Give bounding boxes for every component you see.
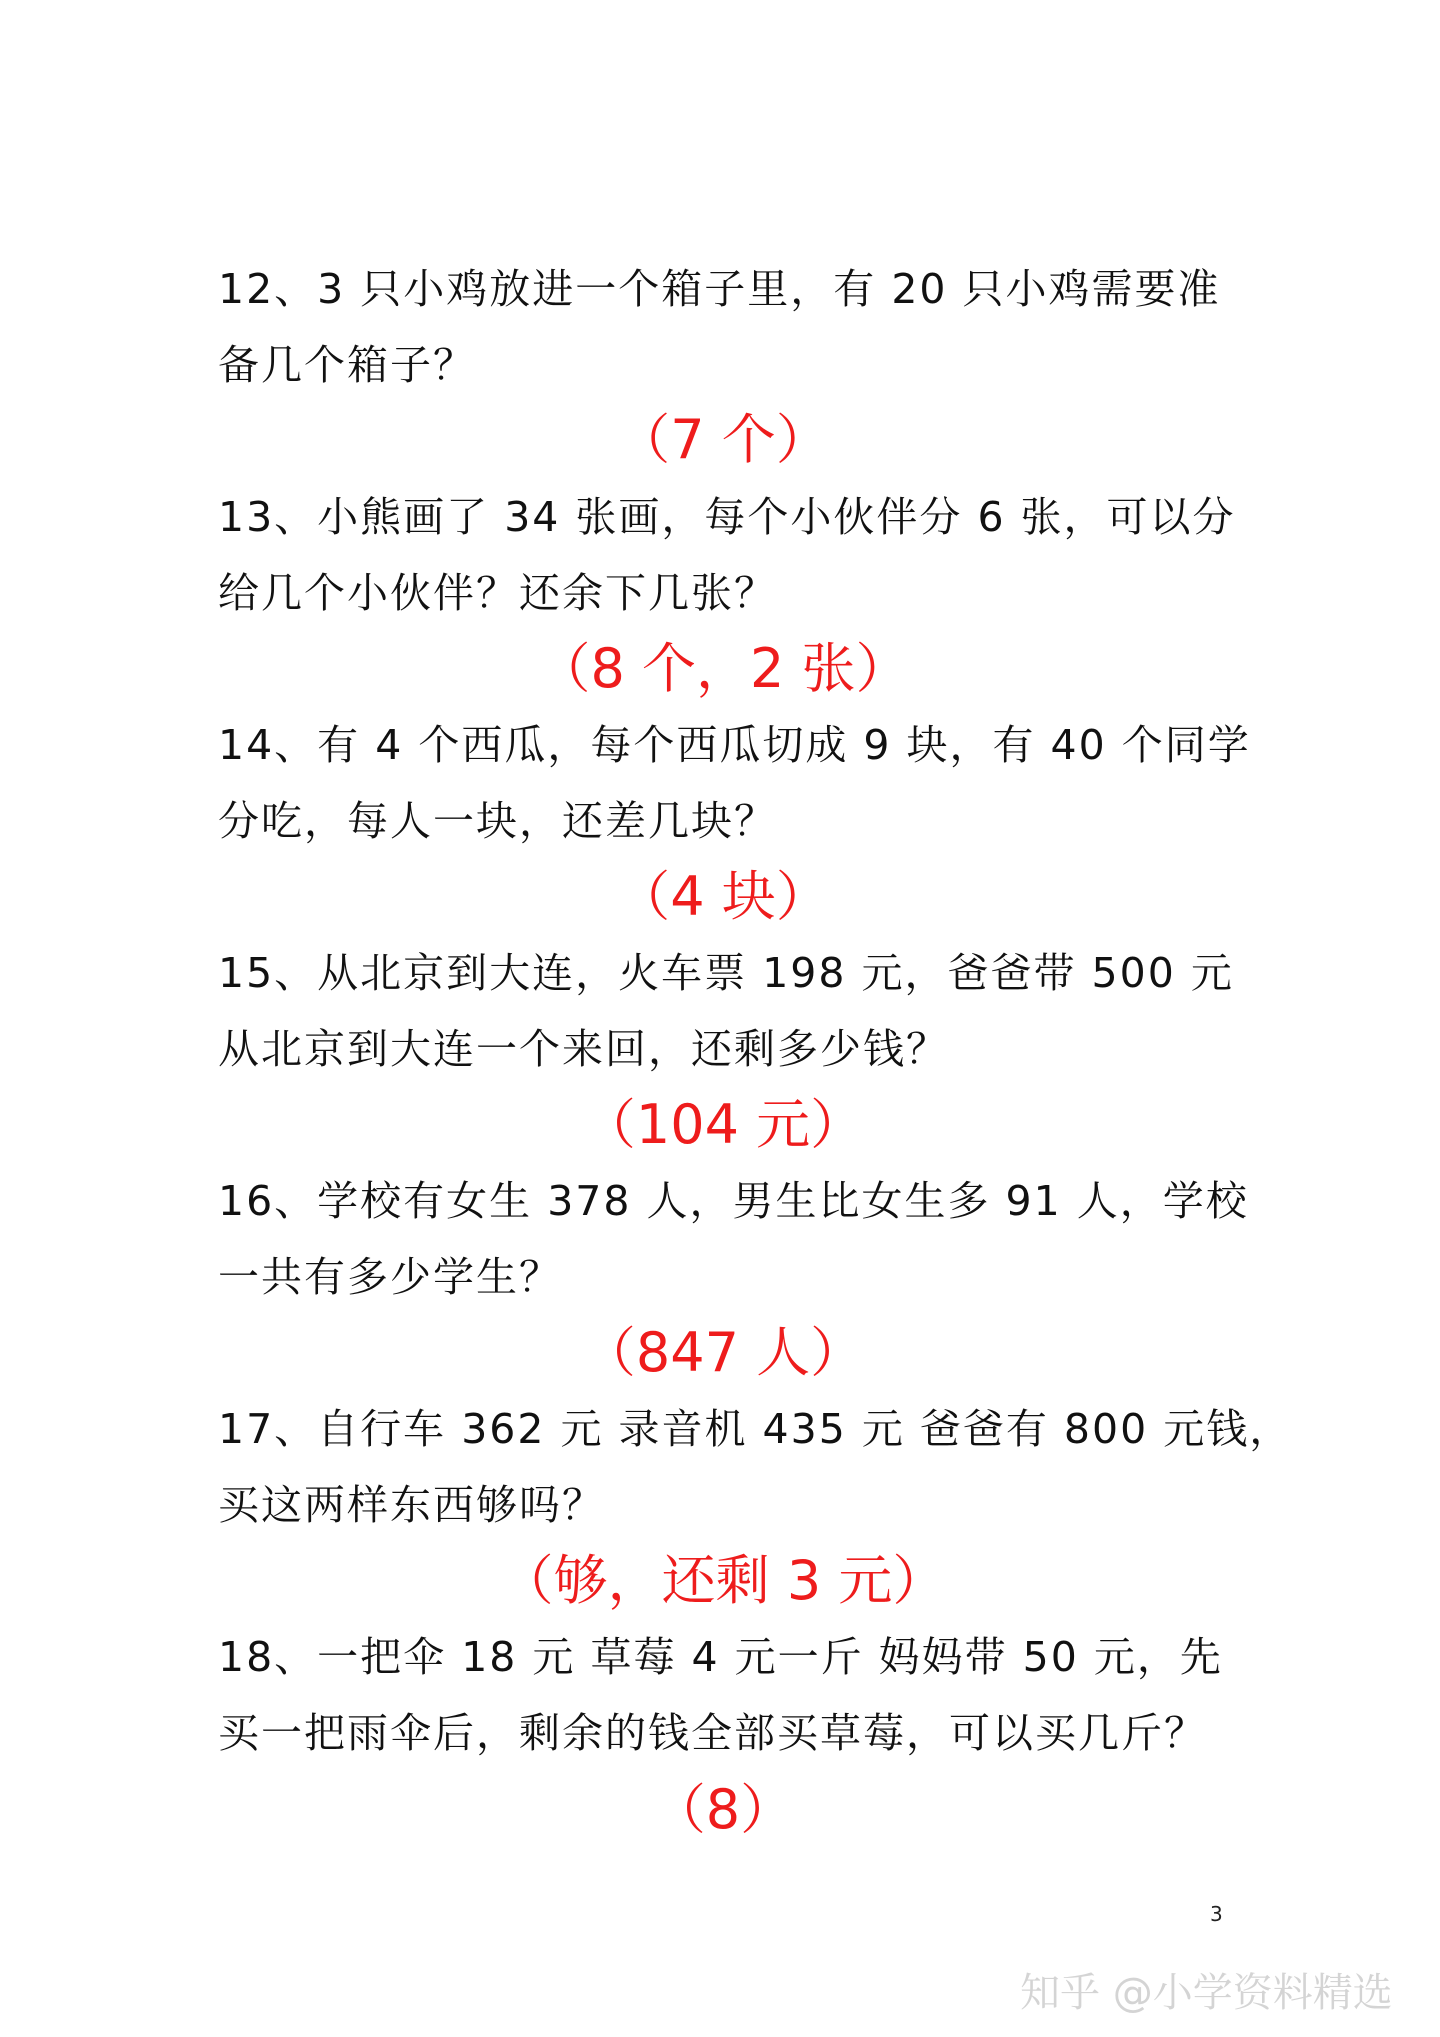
problem-14-answer: （4 块）	[616, 865, 830, 928]
problem-13-line-1: 13、小熊画了 34 张画，每个小伙伴分 6 张，可以分	[218, 493, 1236, 541]
problem-17-line-2: 买这两样东西够吗？	[218, 1481, 605, 1529]
watermark: 知乎 @小学资料精选	[1020, 1970, 1393, 2016]
problem-14-question	[218, 707, 1251, 859]
problem-12-question	[218, 251, 1228, 403]
problem-17-answer: （够，还剩 3 元）	[499, 1549, 947, 1612]
problem-14-line-1: 14、有 4 个西瓜，每个西瓜切成 9 块，有 40 个同学	[218, 721, 1251, 769]
problem-16-line-1: 16、学校有女生 378 人，男生比女生多 91 人，学校	[218, 1177, 1249, 1225]
problem-12-answer: （7 个）	[616, 408, 830, 471]
problem-15-line-2: 从北京到大连一个来回，还剩多少钱？	[218, 1025, 949, 1073]
page-number: 3	[1210, 1902, 1223, 1926]
problem-18-answer: （8）	[651, 1778, 795, 1841]
problem-13-answer: （8 个，2 张）	[536, 637, 910, 700]
problem-12-line-2: 备几个箱子？	[218, 341, 476, 389]
problem-13-line-2: 给几个小伙伴？还余下几张？	[218, 569, 777, 617]
problem-13-question	[218, 479, 1236, 631]
problem-17-question	[218, 1391, 1293, 1543]
problem-16-question	[218, 1163, 1249, 1315]
problem-16-line-2: 一共有多少学生？	[218, 1253, 562, 1301]
problem-16-answer: （847 人）	[581, 1321, 865, 1384]
problem-18-question	[218, 1619, 1228, 1771]
problem-18-line-2: 买一把雨伞后，剩余的钱全部买草莓，可以买几斤？	[218, 1709, 1207, 1757]
problem-15-answer: （104 元）	[581, 1093, 865, 1156]
problem-17-line-1: 17、自行车 362 元 录音机 435 元 爸爸有 800 元钱，	[218, 1405, 1293, 1453]
problem-12-line-1: 12、3 只小鸡放进一个箱子里，有 20 只小鸡需要准	[218, 265, 1221, 313]
problem-15-line-1: 15、从北京到大连，火车票 198 元，爸爸带 500 元	[218, 949, 1234, 997]
problem-14-line-2: 分吃，每人一块，还差几块？	[218, 797, 777, 845]
problem-18-line-1: 18、一把伞 18 元 草莓 4 元一斤 妈妈带 50 元，先	[218, 1633, 1223, 1681]
problem-15-question	[218, 935, 1234, 1087]
